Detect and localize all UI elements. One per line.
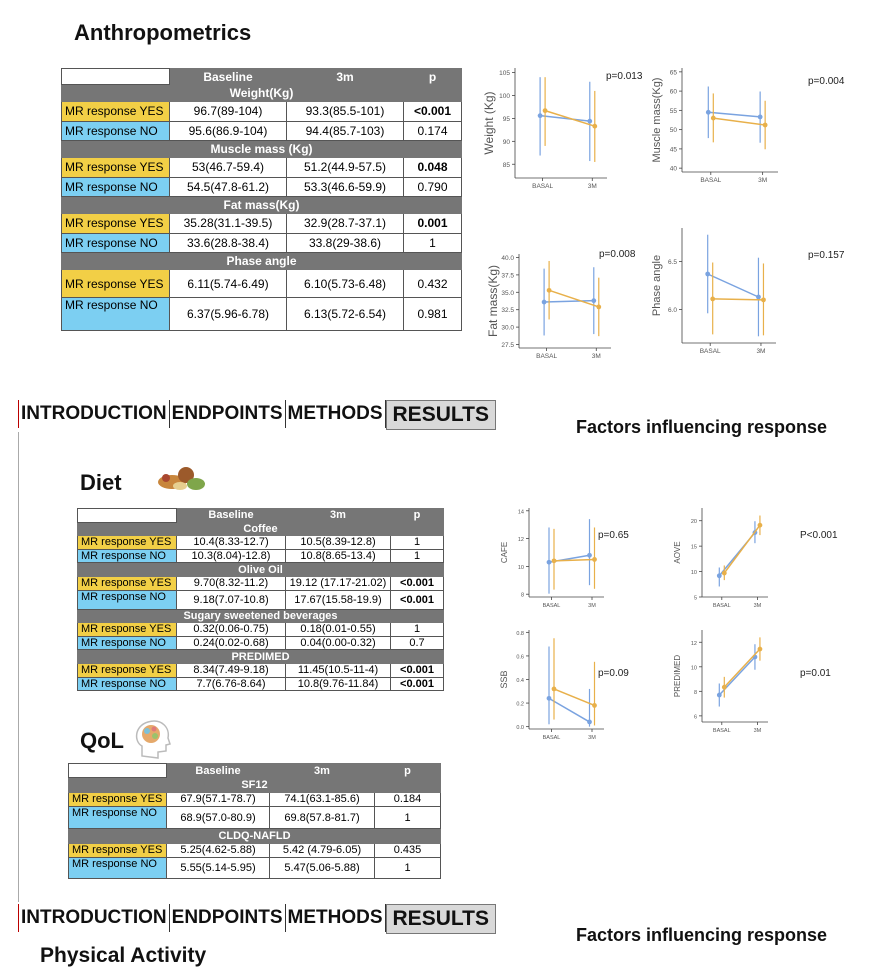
- series-line: [708, 274, 759, 297]
- x-tick-label: BASAL: [536, 353, 558, 360]
- y-tick-label: 6.5: [667, 259, 677, 267]
- table-row: [62, 233, 462, 253]
- section-title: Sugary sweetened beverages: [78, 609, 444, 623]
- value-cell: 5.42 (4.79-6.05): [270, 843, 375, 857]
- column-header: p: [391, 509, 444, 523]
- value-cell: 51.2(44.9-57.5): [287, 158, 404, 178]
- group-label: MR response YES: [62, 270, 170, 298]
- y-tick-label: 20: [690, 519, 697, 526]
- p-value-cell: <0.001: [391, 663, 444, 677]
- table-row: [62, 270, 462, 298]
- y-tick-label: 32.5: [501, 307, 514, 315]
- value-cell: 53.3(46.6-59.9): [287, 177, 404, 197]
- tab-results[interactable]: RESULTS: [386, 400, 496, 430]
- p-value-cell: 0.001: [404, 214, 462, 234]
- y-tick-label: 105: [499, 70, 510, 78]
- series-line: [724, 649, 760, 687]
- table-row: [62, 158, 462, 178]
- y-tick-label: 35.0: [501, 289, 514, 297]
- value-cell: 9.70(8.32-11.2): [177, 576, 286, 590]
- x-tick-label: 3M: [588, 735, 596, 741]
- column-header: Baseline: [167, 764, 270, 778]
- table-corner: [78, 509, 177, 523]
- data-point: [758, 115, 763, 120]
- data-point: [706, 110, 711, 115]
- table-row: [62, 121, 462, 141]
- p-value-cell: 1: [375, 857, 441, 878]
- tab-introduction[interactable]: INTRODUCTION: [18, 400, 170, 428]
- group-label: MR response YES: [78, 663, 177, 677]
- p-value-label: p=0.65: [598, 530, 629, 541]
- value-cell: 93.3(85.5-101): [287, 102, 404, 122]
- diet-table: [77, 508, 444, 691]
- p-value-label: p=0.004: [808, 76, 845, 87]
- x-tick-label: 3M: [753, 603, 762, 609]
- table-row: [78, 576, 444, 590]
- table-corner: [69, 764, 167, 778]
- p-value-cell: 1: [391, 536, 444, 550]
- y-tick-label: 85: [502, 161, 510, 169]
- y-tick-label: 60: [669, 88, 677, 96]
- p-value-cell: 0.7: [391, 636, 444, 650]
- p-value-cell: 0.790: [404, 177, 462, 197]
- y-tick-label: 100: [499, 93, 510, 100]
- value-cell: 11.45(10.5-11-4): [286, 663, 391, 677]
- value-cell: 54.5(47.8-61.2): [170, 177, 287, 197]
- chart-fat: [486, 249, 636, 360]
- section-title: Muscle mass (Kg): [62, 141, 462, 158]
- group-label: MR response NO: [62, 177, 170, 197]
- group-label: MR response NO: [78, 677, 177, 691]
- section-title: PREDIMED: [78, 650, 444, 664]
- x-tick-label: BASAL: [699, 348, 721, 355]
- chart-ssb: [499, 630, 629, 741]
- group-label: MR response NO: [78, 636, 177, 650]
- y-tick-label: 0.4: [516, 678, 524, 684]
- tab-endpoints[interactable]: ENDPOINTS: [170, 904, 286, 932]
- data-point: [758, 647, 763, 652]
- data-point: [722, 571, 727, 576]
- group-label: MR response YES: [62, 158, 170, 178]
- y-tick-label: 6.0: [667, 306, 677, 314]
- section-title: Coffee: [78, 522, 444, 536]
- column-header: 3m: [270, 764, 375, 778]
- x-tick-label: BASAL: [712, 728, 731, 734]
- y-tick-label: 40: [669, 165, 677, 173]
- group-label: MR response YES: [78, 576, 177, 590]
- value-cell: 8.34(7.49-9.18): [177, 663, 286, 677]
- y-tick-label: 95: [502, 115, 510, 123]
- data-point: [587, 553, 592, 558]
- y-tick-label: 55: [669, 107, 677, 115]
- data-point: [753, 655, 758, 660]
- y-tick-label: 37.5: [501, 272, 514, 280]
- data-point: [756, 295, 761, 300]
- group-label: MR response NO: [69, 857, 167, 878]
- series-line: [713, 299, 764, 300]
- p-value-cell: 0.184: [375, 792, 441, 806]
- x-tick-label: BASAL: [712, 603, 731, 609]
- chart-phase: [651, 228, 845, 355]
- diet-heading: Diet: [80, 470, 122, 495]
- data-point: [717, 573, 722, 578]
- y-tick-label: 8: [693, 689, 697, 696]
- qol-table: [68, 763, 441, 879]
- p-value-cell: 1: [391, 549, 444, 563]
- value-cell: 32.9(28.7-37.1): [287, 214, 404, 234]
- column-header: 3m: [287, 69, 404, 85]
- series-line: [549, 555, 590, 562]
- group-label: MR response NO: [78, 590, 177, 609]
- tab-methods[interactable]: METHODS: [286, 904, 386, 932]
- data-point: [717, 693, 722, 698]
- group-label: MR response NO: [69, 807, 167, 829]
- value-cell: 68.9(57.0-80.9): [167, 807, 270, 829]
- data-point: [591, 298, 596, 303]
- data-point: [753, 530, 758, 535]
- p-value-cell: 0.981: [404, 298, 462, 331]
- group-label: MR response YES: [69, 792, 167, 806]
- series-line: [554, 559, 595, 560]
- brain-head-icon: [132, 718, 172, 760]
- y-tick-label: 10: [517, 564, 524, 571]
- section-nav-bottom: [18, 904, 496, 934]
- x-tick-label: BASAL: [542, 603, 561, 609]
- value-cell: 74.1(63.1-85.6): [270, 792, 375, 806]
- value-cell: 67.9(57.1-78.7): [167, 792, 270, 806]
- y-axis-label: CAFE: [500, 541, 509, 564]
- p-value-cell: <0.001: [391, 576, 444, 590]
- value-cell: 96.7(89-104): [170, 102, 287, 122]
- table-corner: [62, 69, 170, 85]
- table-row: [78, 623, 444, 637]
- y-tick-label: 8: [520, 592, 524, 599]
- p-value-label: p=0.157: [808, 250, 845, 261]
- data-point: [547, 560, 552, 565]
- chart-aove: [673, 508, 838, 609]
- tab-methods[interactable]: METHODS: [286, 400, 386, 428]
- group-label: MR response NO: [78, 549, 177, 563]
- series-line: [545, 111, 595, 127]
- food-icon: [150, 462, 210, 494]
- series-line: [719, 657, 755, 695]
- x-tick-label: 3M: [753, 728, 762, 734]
- y-tick-label: 0.0: [516, 725, 524, 732]
- data-point: [552, 558, 557, 563]
- value-cell: 5.25(4.62-5.88): [167, 843, 270, 857]
- y-tick-label: 27.5: [501, 342, 514, 350]
- p-value-label: p=0.013: [606, 71, 643, 82]
- section-title: Weight(Kg): [62, 85, 462, 102]
- p-value-cell: <0.001: [391, 590, 444, 609]
- y-axis-label: SSB: [499, 670, 509, 689]
- value-cell: 10.3(8.04)-12.8): [177, 549, 286, 563]
- series-line: [540, 116, 590, 122]
- group-label: MR response YES: [62, 214, 170, 234]
- y-tick-label: 50: [669, 127, 677, 135]
- table-row: [69, 843, 441, 857]
- page-divider: [18, 432, 19, 902]
- chart-predimed: [673, 630, 831, 734]
- data-point: [592, 124, 597, 129]
- value-cell: 6.13(5.72-6.54): [287, 298, 404, 331]
- data-point: [722, 685, 727, 690]
- value-cell: 10.5(8.39-12.8): [286, 536, 391, 550]
- y-tick-label: 0.8: [516, 630, 524, 637]
- y-axis-label: Fat mass(Kg): [486, 264, 500, 338]
- value-cell: 0.32(0.06-0.75): [177, 623, 286, 637]
- y-tick-label: 0.6: [516, 654, 524, 661]
- y-tick-label: 40.0: [501, 254, 514, 262]
- table-row: [78, 636, 444, 650]
- value-cell: 6.11(5.74-6.49): [170, 270, 287, 298]
- data-point: [538, 113, 543, 118]
- data-point: [542, 300, 547, 305]
- p-value-cell: <0.001: [391, 677, 444, 691]
- table-row: [69, 857, 441, 878]
- y-tick-label: 30.0: [501, 324, 514, 332]
- value-cell: 10.8(8.65-13.4): [286, 549, 391, 563]
- section-title: CLDQ-NAFLD: [69, 829, 441, 843]
- value-cell: 0.18(0.01-0.55): [286, 623, 391, 637]
- factors-label-bottom: Factors influencing response: [576, 925, 828, 945]
- p-value-cell: 0.048: [404, 158, 462, 178]
- tab-introduction[interactable]: INTRODUCTION: [18, 904, 170, 932]
- section-title: SF12: [69, 778, 441, 792]
- series-line: [554, 689, 595, 706]
- value-cell: 7.7(6.76-8.64): [177, 677, 286, 691]
- column-header: Baseline: [170, 69, 287, 85]
- x-tick-label: 3M: [758, 177, 768, 184]
- table-row: [69, 792, 441, 806]
- anthropometrics-heading: Anthropometrics: [74, 20, 252, 45]
- p-value-cell: 1: [375, 807, 441, 829]
- physical-activity-heading: Physical Activity: [40, 944, 207, 967]
- qol-heading: QoL: [80, 728, 124, 753]
- y-axis-label: Phase angle: [651, 254, 663, 317]
- data-point: [587, 119, 592, 124]
- group-label: MR response NO: [62, 233, 170, 253]
- value-cell: 53(46.7-59.4): [170, 158, 287, 178]
- p-value-label: p=0.09: [598, 668, 629, 679]
- y-tick-label: 10: [690, 570, 697, 577]
- y-tick-label: 12: [690, 640, 697, 647]
- x-tick-label: 3M: [756, 348, 766, 355]
- p-value-label: P<0.001: [800, 530, 838, 541]
- tab-endpoints[interactable]: ENDPOINTS: [170, 400, 286, 428]
- table-row: [78, 663, 444, 677]
- chart-muscle: [651, 68, 845, 184]
- value-cell: 5.47(5.06-5.88): [270, 857, 375, 878]
- value-cell: 94.4(85.7-103): [287, 121, 404, 141]
- x-tick-label: 3M: [587, 183, 597, 190]
- y-axis-label: Muscle mass(Kg): [651, 77, 663, 163]
- p-value-cell: 0.174: [404, 121, 462, 141]
- y-axis-label: PREDIMED: [673, 654, 682, 698]
- table-row: [62, 177, 462, 197]
- table-row: [78, 590, 444, 609]
- value-cell: 17.67(15.58-19.9): [286, 590, 391, 609]
- series-line: [708, 112, 760, 117]
- data-point: [758, 523, 763, 528]
- data-point: [547, 288, 552, 293]
- table-row: [62, 102, 462, 122]
- series-line: [713, 118, 765, 125]
- section-nav: [18, 400, 496, 430]
- column-header: p: [404, 69, 462, 85]
- value-cell: 6.10(5.73-6.48): [287, 270, 404, 298]
- series-line: [549, 290, 599, 307]
- data-point: [711, 116, 716, 121]
- data-point: [592, 557, 597, 562]
- group-label: MR response YES: [62, 102, 170, 122]
- factors-label: Factors influencing response: [576, 417, 828, 437]
- x-tick-label: BASAL: [542, 735, 561, 741]
- value-cell: 95.6(86.9-104): [170, 121, 287, 141]
- p-value-cell: 0.432: [404, 270, 462, 298]
- group-label: MR response YES: [69, 843, 167, 857]
- series-line: [549, 698, 590, 722]
- table-row: [69, 807, 441, 829]
- section-title: Fat mass(Kg): [62, 197, 462, 214]
- y-axis-label: Weight (Kg): [482, 91, 496, 155]
- table-row: [78, 549, 444, 563]
- data-point: [552, 687, 557, 692]
- data-point: [761, 297, 766, 302]
- y-tick-label: 5: [693, 595, 697, 602]
- y-tick-label: 65: [669, 69, 677, 77]
- chart-cafe: [500, 508, 629, 609]
- group-label: MR response YES: [78, 536, 177, 550]
- p-value-label: p=0.01: [800, 668, 831, 679]
- section-title: Olive Oil: [78, 563, 444, 577]
- group-label: MR response YES: [78, 623, 177, 637]
- y-tick-label: 45: [669, 146, 677, 154]
- p-value-cell: 1: [404, 233, 462, 253]
- y-axis-label: AOVE: [673, 541, 682, 564]
- x-tick-label: BASAL: [700, 177, 722, 184]
- tab-results[interactable]: RESULTS: [386, 904, 496, 934]
- data-point: [763, 123, 768, 128]
- x-tick-label: BASAL: [532, 183, 554, 190]
- value-cell: 0.04(0.00-0.32): [286, 636, 391, 650]
- p-value-cell: 1: [391, 623, 444, 637]
- column-header: p: [375, 764, 441, 778]
- data-point: [592, 703, 597, 708]
- value-cell: 9.18(7.07-10.8): [177, 590, 286, 609]
- data-point: [596, 305, 601, 310]
- column-header: 3m: [286, 509, 391, 523]
- chart-weight: [482, 68, 643, 190]
- value-cell: 35.28(31.1-39.5): [170, 214, 287, 234]
- value-cell: 33.6(28.8-38.4): [170, 233, 287, 253]
- table-row: [78, 536, 444, 550]
- group-label: MR response NO: [62, 298, 170, 331]
- data-point: [547, 696, 552, 701]
- p-value-label: p=0.008: [599, 249, 636, 260]
- data-point: [705, 272, 710, 277]
- value-cell: 69.8(57.8-81.7): [270, 807, 375, 829]
- value-cell: 0.24(0.02-0.68): [177, 636, 286, 650]
- value-cell: 10.4(8.33-12.7): [177, 536, 286, 550]
- x-tick-label: 3M: [588, 603, 596, 609]
- value-cell: 5.55(5.14-5.95): [167, 857, 270, 878]
- series-line: [724, 525, 760, 573]
- p-value-cell: <0.001: [404, 102, 462, 122]
- series-line: [719, 533, 755, 576]
- series-line: [544, 301, 594, 302]
- data-point: [710, 297, 715, 302]
- table-row: [62, 298, 462, 331]
- y-tick-label: 0.2: [516, 701, 524, 708]
- y-tick-label: 14: [517, 509, 524, 516]
- data-point: [587, 720, 592, 725]
- y-tick-label: 10: [690, 665, 697, 672]
- value-cell: 33.8(29-38.6): [287, 233, 404, 253]
- data-point: [543, 108, 548, 113]
- anthropometrics-table: [61, 68, 462, 331]
- table-row: [78, 677, 444, 691]
- y-tick-label: 12: [517, 537, 524, 544]
- value-cell: 6.37(5.96-6.78): [170, 298, 287, 331]
- y-tick-label: 90: [502, 138, 510, 146]
- column-header: Baseline: [177, 509, 286, 523]
- x-tick-label: 3M: [591, 353, 601, 360]
- value-cell: 10.8(9.76-11.84): [286, 677, 391, 691]
- y-tick-label: 6: [693, 714, 697, 721]
- value-cell: 19.12 (17.17-21.02): [286, 576, 391, 590]
- p-value-cell: 0.435: [375, 843, 441, 857]
- y-tick-label: 15: [690, 544, 697, 551]
- group-label: MR response NO: [62, 121, 170, 141]
- section-title: Phase angle: [62, 253, 462, 270]
- table-row: [62, 214, 462, 234]
